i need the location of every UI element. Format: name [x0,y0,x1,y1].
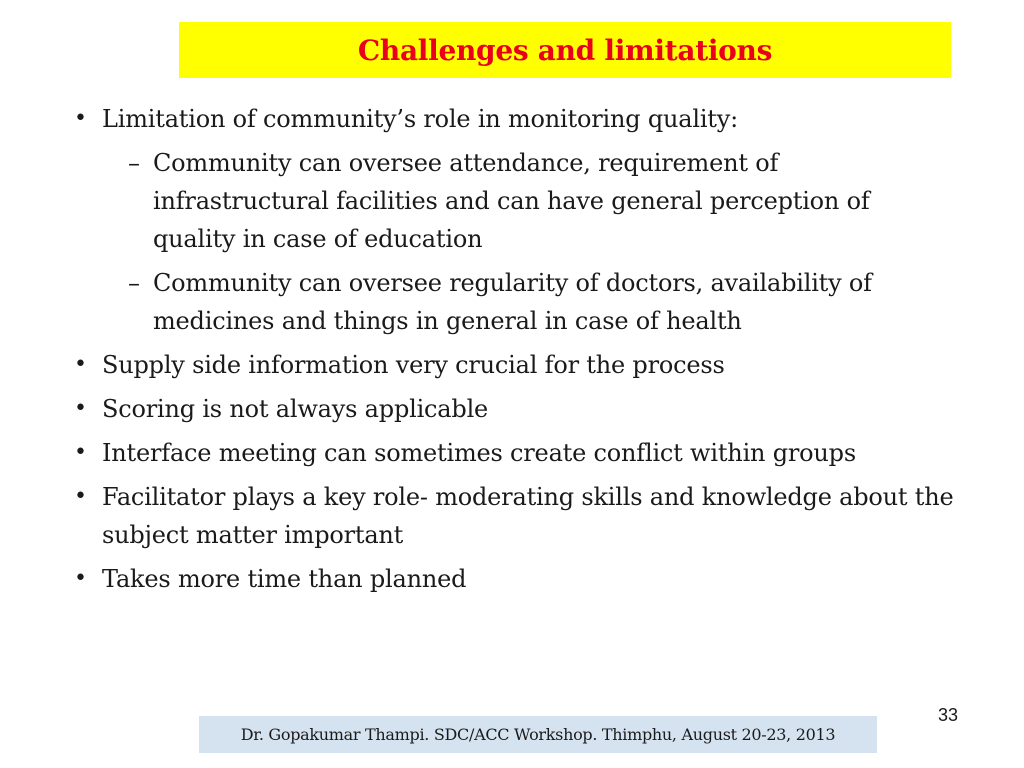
bullet-text: Interface meeting can sometimes create conflict within groups [102,439,856,467]
bullet-list [74,100,954,604]
dash-marker: – [128,149,140,177]
slide-title: Challenges and limitations [357,33,773,67]
bullet-marker: • [74,352,87,377]
bullet-text: Supply side information very crucial for the process [102,351,725,379]
bullet-text: Scoring is not always applicable [102,395,489,423]
bullet-marker: • [74,566,87,591]
dash-marker: – [128,269,140,297]
sub-bullet-item [128,264,954,340]
bullet-item [74,560,954,598]
page-number: 33 [938,705,959,725]
sub-bullet-text: Community can oversee regularity of doctors, availability of medicines and things in general in case of health [153,269,872,335]
bullet-marker: • [74,484,87,509]
bullet-item [74,346,954,384]
bullet-marker: • [74,396,87,421]
bullet-item [74,100,954,138]
bullet-marker: • [74,106,87,131]
sub-bullet-item [128,144,954,258]
footer-text: Dr. Gopakumar Thampi. SDC/ACC Workshop. Thimphu, August 20-23, 2013 [240,725,836,744]
footer-banner [199,716,877,753]
bullet-item [74,390,954,428]
bullet-item [74,434,954,472]
bullet-marker: • [74,440,87,465]
bullet-item [74,478,954,554]
title-banner [179,22,951,78]
bullet-text: Facilitator plays a key role- moderating skills and knowledge about the subject matter important [102,483,954,549]
bullet-text: Takes more time than planned [102,565,467,593]
sub-bullet-text: Community can oversee attendance, requirement of infrastructural facilities and can have general perception of quality in case of education [153,149,870,253]
bullet-text: Limitation of community’s role in monitoring quality: [102,105,738,133]
